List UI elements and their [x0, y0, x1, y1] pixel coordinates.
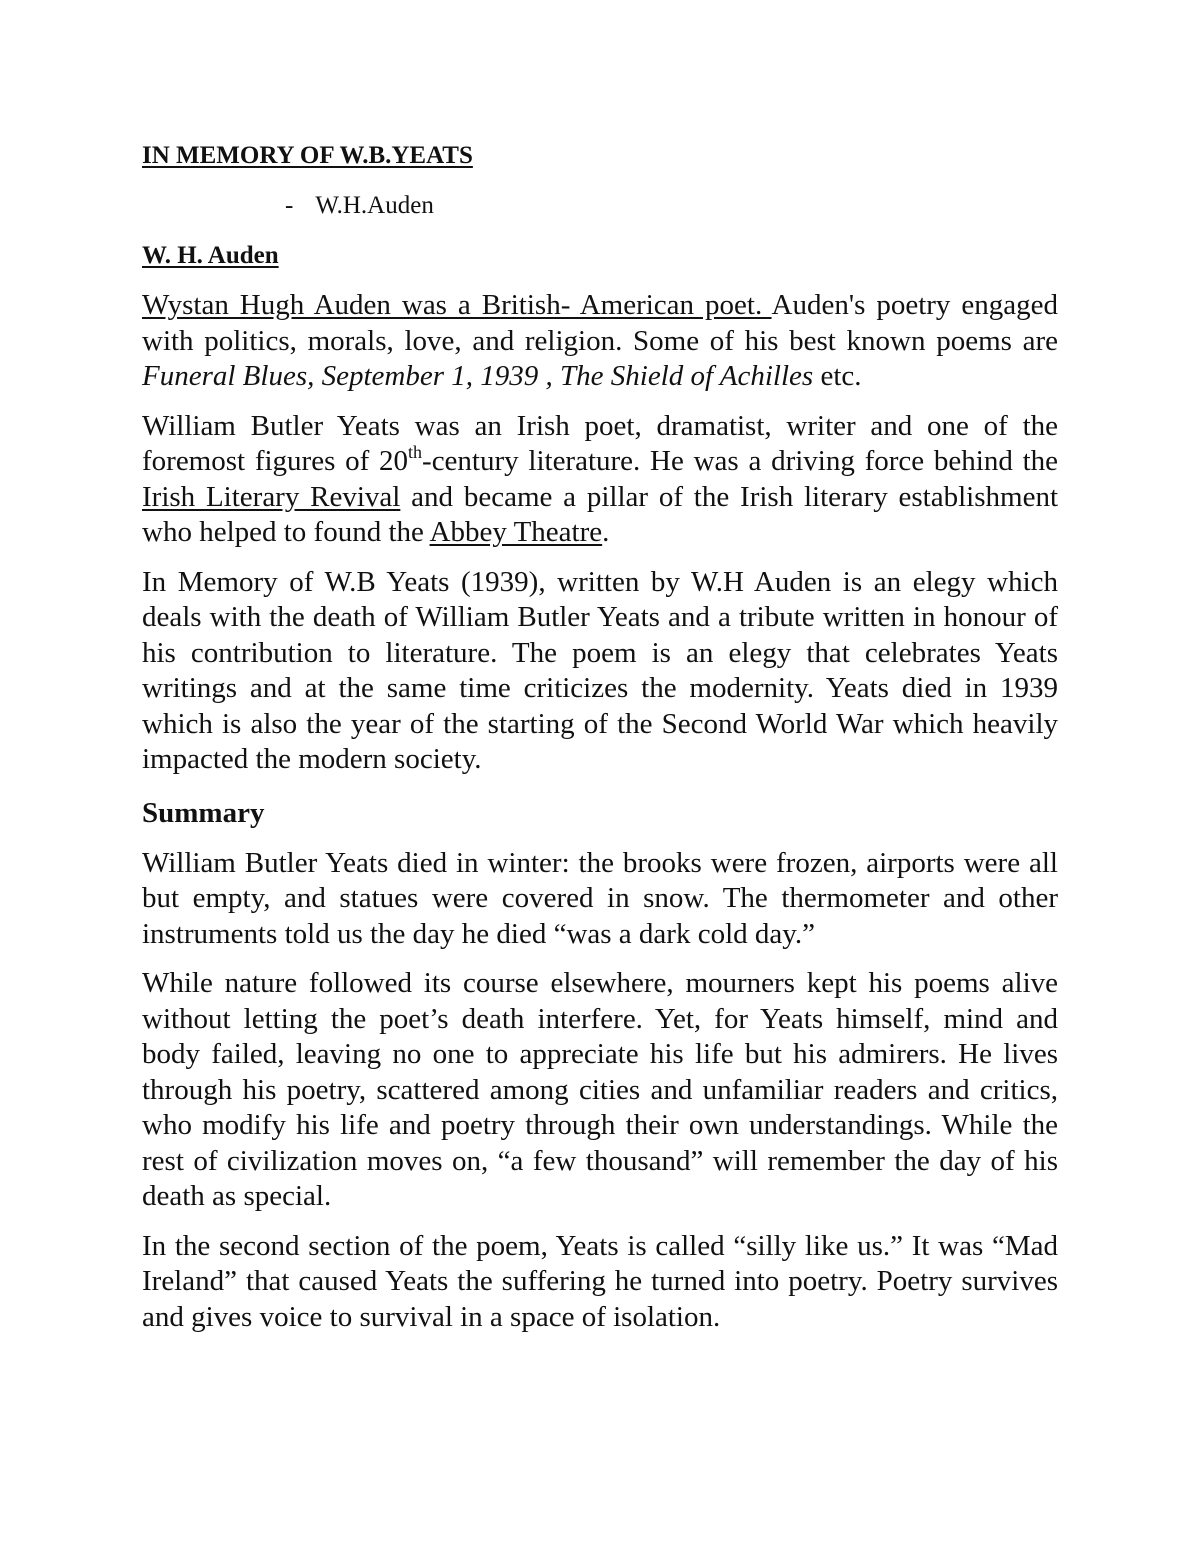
paragraph-text: . — [602, 516, 610, 548]
paragraph-text: and became a pillar of the Irish literary establishment who helped to found the — [142, 480, 1059, 548]
byline — [285, 188, 1058, 224]
abbey-theatre-link[interactable]: Abbey Theatre — [429, 516, 603, 548]
superscript: th — [408, 442, 423, 462]
byline-dash: - — [285, 192, 294, 219]
summary-heading: Summary — [142, 796, 265, 829]
byline-author: W.H.Auden — [315, 192, 434, 219]
paragraph-text: William Butler Yeats was an Irish poet, dramatist, writer and one of the foremost figures of 20 — [142, 409, 1058, 477]
paragraph-text: -century literature. He was a driving force behind the — [422, 445, 1058, 477]
paragraph-text: etc. — [813, 360, 862, 392]
author-heading: W. H. Auden — [142, 242, 279, 269]
irish-literary-revival-link[interactable]: Irish Literary Revival — [142, 480, 401, 513]
paragraph-poem-intro: In Memory of W.B Yeats (1939), written by W.H Auden is an elegy which deals with the death of William Butler Yeats and a tribute written in honour of his contribution to literature. The poem is an elegy that celebrates Yeats writings and at the same time criticizes the modernity. Yeats died in 1939 which is also the year of the starting of the Second World War which heavily impacted the modern society. — [142, 565, 1058, 775]
paragraph-yeats-intro — [142, 409, 1058, 551]
paragraph-summary-3: In the second section of the poem, Yeats is called “silly like us.” It was “Mad Ireland” that caused Yeats the suffering he turned into poetry. Poetry survives and gives voice to survival in a space of isolation. — [142, 1229, 1058, 1333]
paragraph-author-intro — [142, 288, 1058, 395]
paragraph-summary-2: While nature followed its course elsewhere, mourners kept his poems alive without letting the poet’s death interfere. Yet, for Yeats himself, mind and body failed, leaving no one to appreciate his life but his admirers. He lives through his poetry, scattered among cities and unfamiliar readers and critics, who modify his life and poetry through their own understandings. While the rest of civilization moves on, “a few thousand” will remember the day of his death as special. — [142, 967, 1058, 1212]
paragraph-text: Auden's poetry engaged with politics, morals, love, and religion. Some of his best known poems are — [142, 289, 1058, 357]
paragraph-summary-1: William Butler Yeats died in winter: the brooks were frozen, airports were all but empty, and statues were covered in snow. The thermometer and other instruments told us the day he died “was a dark cold day.” — [142, 846, 1058, 950]
auden-link[interactable]: Wystan Hugh Auden was a British- American poet. — [142, 289, 772, 321]
document-title: IN MEMORY OF W.B.YEATS — [142, 142, 473, 169]
works-list: Funeral Blues, September 1, 1939 , The Shield of Achilles — [142, 360, 814, 392]
document-page — [142, 138, 1058, 1335]
